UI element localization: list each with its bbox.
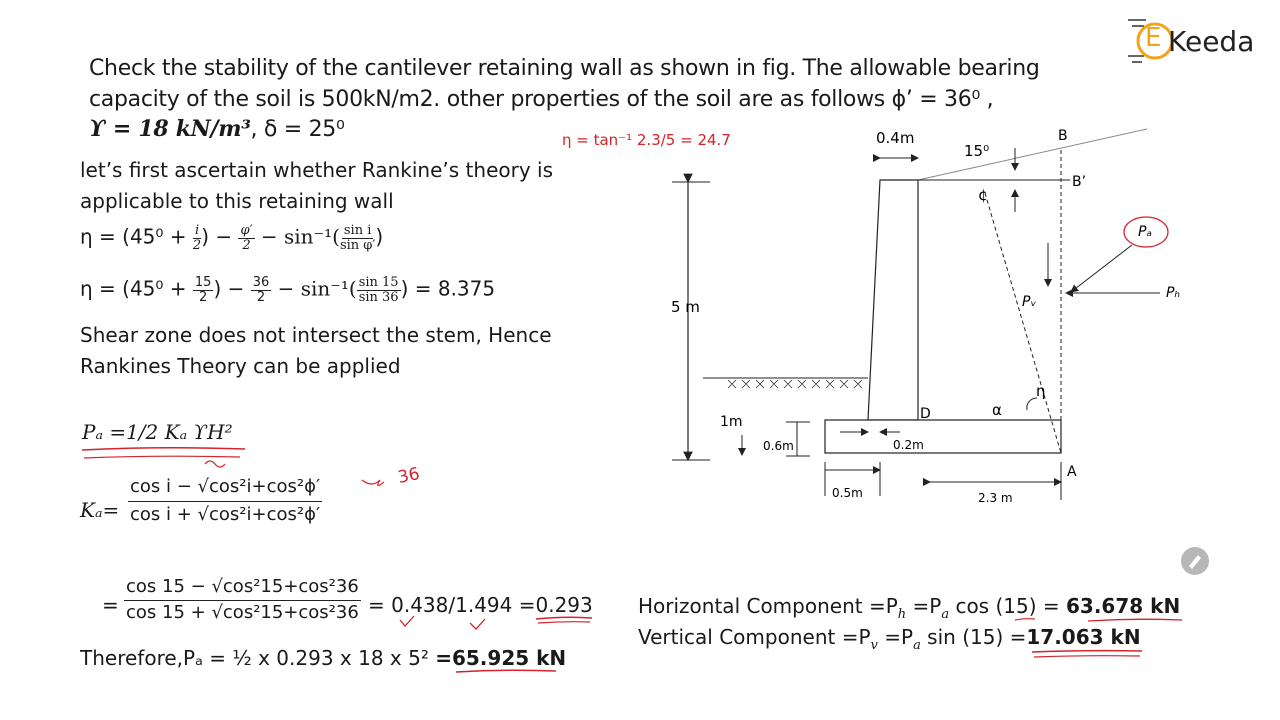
conclusion-line-1: Shear zone does not intersect the stem, Hence	[80, 323, 552, 347]
dim-0-4: 0.4m	[876, 129, 915, 147]
eta-note: η = tan⁻¹ 2.3/5 = 24.7	[562, 131, 731, 149]
note-36: 36	[396, 463, 422, 489]
vertical-component: Vertical Component $=P_v =P_a$ sin (15) =17.063 kN	[638, 625, 1141, 653]
pa-formula: Pₐ =1/2 Kₐ ϒH²	[82, 420, 233, 444]
dim-0-6: 0.6m	[763, 439, 794, 453]
brand-logo	[1128, 14, 1270, 64]
question-line-3	[89, 116, 345, 142]
ka-fraction	[128, 478, 322, 525]
label-pa: Pₐ	[1138, 224, 1152, 240]
retaining-wall-diagram	[640, 120, 1200, 510]
eta-equation-general: η = (45⁰ + $\frac{i}{2}$ ) − $\frac{\varphi'}{2}$ − sin⁻¹( $\frac{\text{sin i}}{\text{sin φ′}}$ )	[80, 223, 384, 253]
label-b-prime: B’	[1072, 174, 1087, 190]
dim-0-2: 0.2m	[893, 438, 924, 452]
vertical-value: 17.063 kN	[1026, 625, 1141, 649]
ka-label: Kₐ=	[80, 498, 120, 522]
dim-0-5: 0.5m	[832, 486, 863, 500]
ka-calc-fraction	[124, 578, 361, 623]
conclusion-line-2: Rankines Theory can be applied	[80, 354, 401, 378]
calc-denominator: cos 15 + √cos²15+cos²36	[126, 601, 359, 623]
question-line-2: capacity of the soil is 500kN/m2. other properties of the soil are as follows ϕ’ = 36⁰ ,	[89, 87, 994, 112]
therefore-line: Therefore,Pₐ = ½ x 0.293 x 18 x 5² =65.925 kN	[80, 646, 567, 670]
unit-weight: ϒ = 18 kN/m³	[89, 116, 251, 142]
label-d: D	[920, 406, 931, 422]
brand-letter: E	[1145, 23, 1162, 53]
horizontal-value: 63.678 kN	[1066, 594, 1181, 618]
label-pv: Pᵥ	[1022, 294, 1037, 310]
delta-value: , δ = 25⁰	[250, 117, 345, 142]
dim-2-3: 2.3 m	[978, 491, 1013, 505]
rankine-line-2: applicable to this retaining wall	[80, 189, 394, 213]
label-b: B	[1058, 128, 1068, 144]
label-c: ¢	[978, 186, 988, 204]
brand-name: Keeda	[1168, 25, 1255, 58]
label-a: A	[1067, 464, 1077, 480]
ka-denominator: cos i + √cos²i+cos²ϕ′	[130, 503, 321, 525]
ka-numerator: cos i − √cos²i+cos²ϕ′	[128, 478, 322, 502]
label-eta: η	[1036, 382, 1046, 400]
eta-equation-numeric: η = (45⁰ + $\frac{15}{2}$ ) − $\frac{36}{2}$ − sin⁻¹( $\frac{\sin 15}{\sin 36}$ ) = 8.375	[80, 275, 496, 305]
rankine-line-1: let’s first ascertain whether Rankine’s theory is	[80, 158, 553, 182]
pen-tool-icon	[1180, 546, 1210, 576]
label-alpha: α	[992, 401, 1002, 419]
label-height: 5 m	[671, 298, 700, 316]
label-ph: Pₕ	[1166, 285, 1181, 301]
soil-hatch	[728, 380, 862, 388]
calc-equals: =	[102, 593, 119, 617]
calc-result: = 0.438/1.494 =0.293	[368, 593, 593, 617]
pa-value: =65.925 kN	[435, 646, 567, 670]
dim-1m: 1m	[720, 414, 743, 430]
horizontal-component: Horizontal Component $=P_h =P_a$ cos (15) = 63.678 kN	[638, 594, 1181, 622]
angle-label: 15⁰	[964, 142, 990, 160]
calc-numerator: cos 15 − √cos²15+cos²36	[124, 578, 361, 601]
question-line-1: Check the stability of the cantilever retaining wall as shown in fig. The allowable bearing	[89, 56, 1040, 81]
